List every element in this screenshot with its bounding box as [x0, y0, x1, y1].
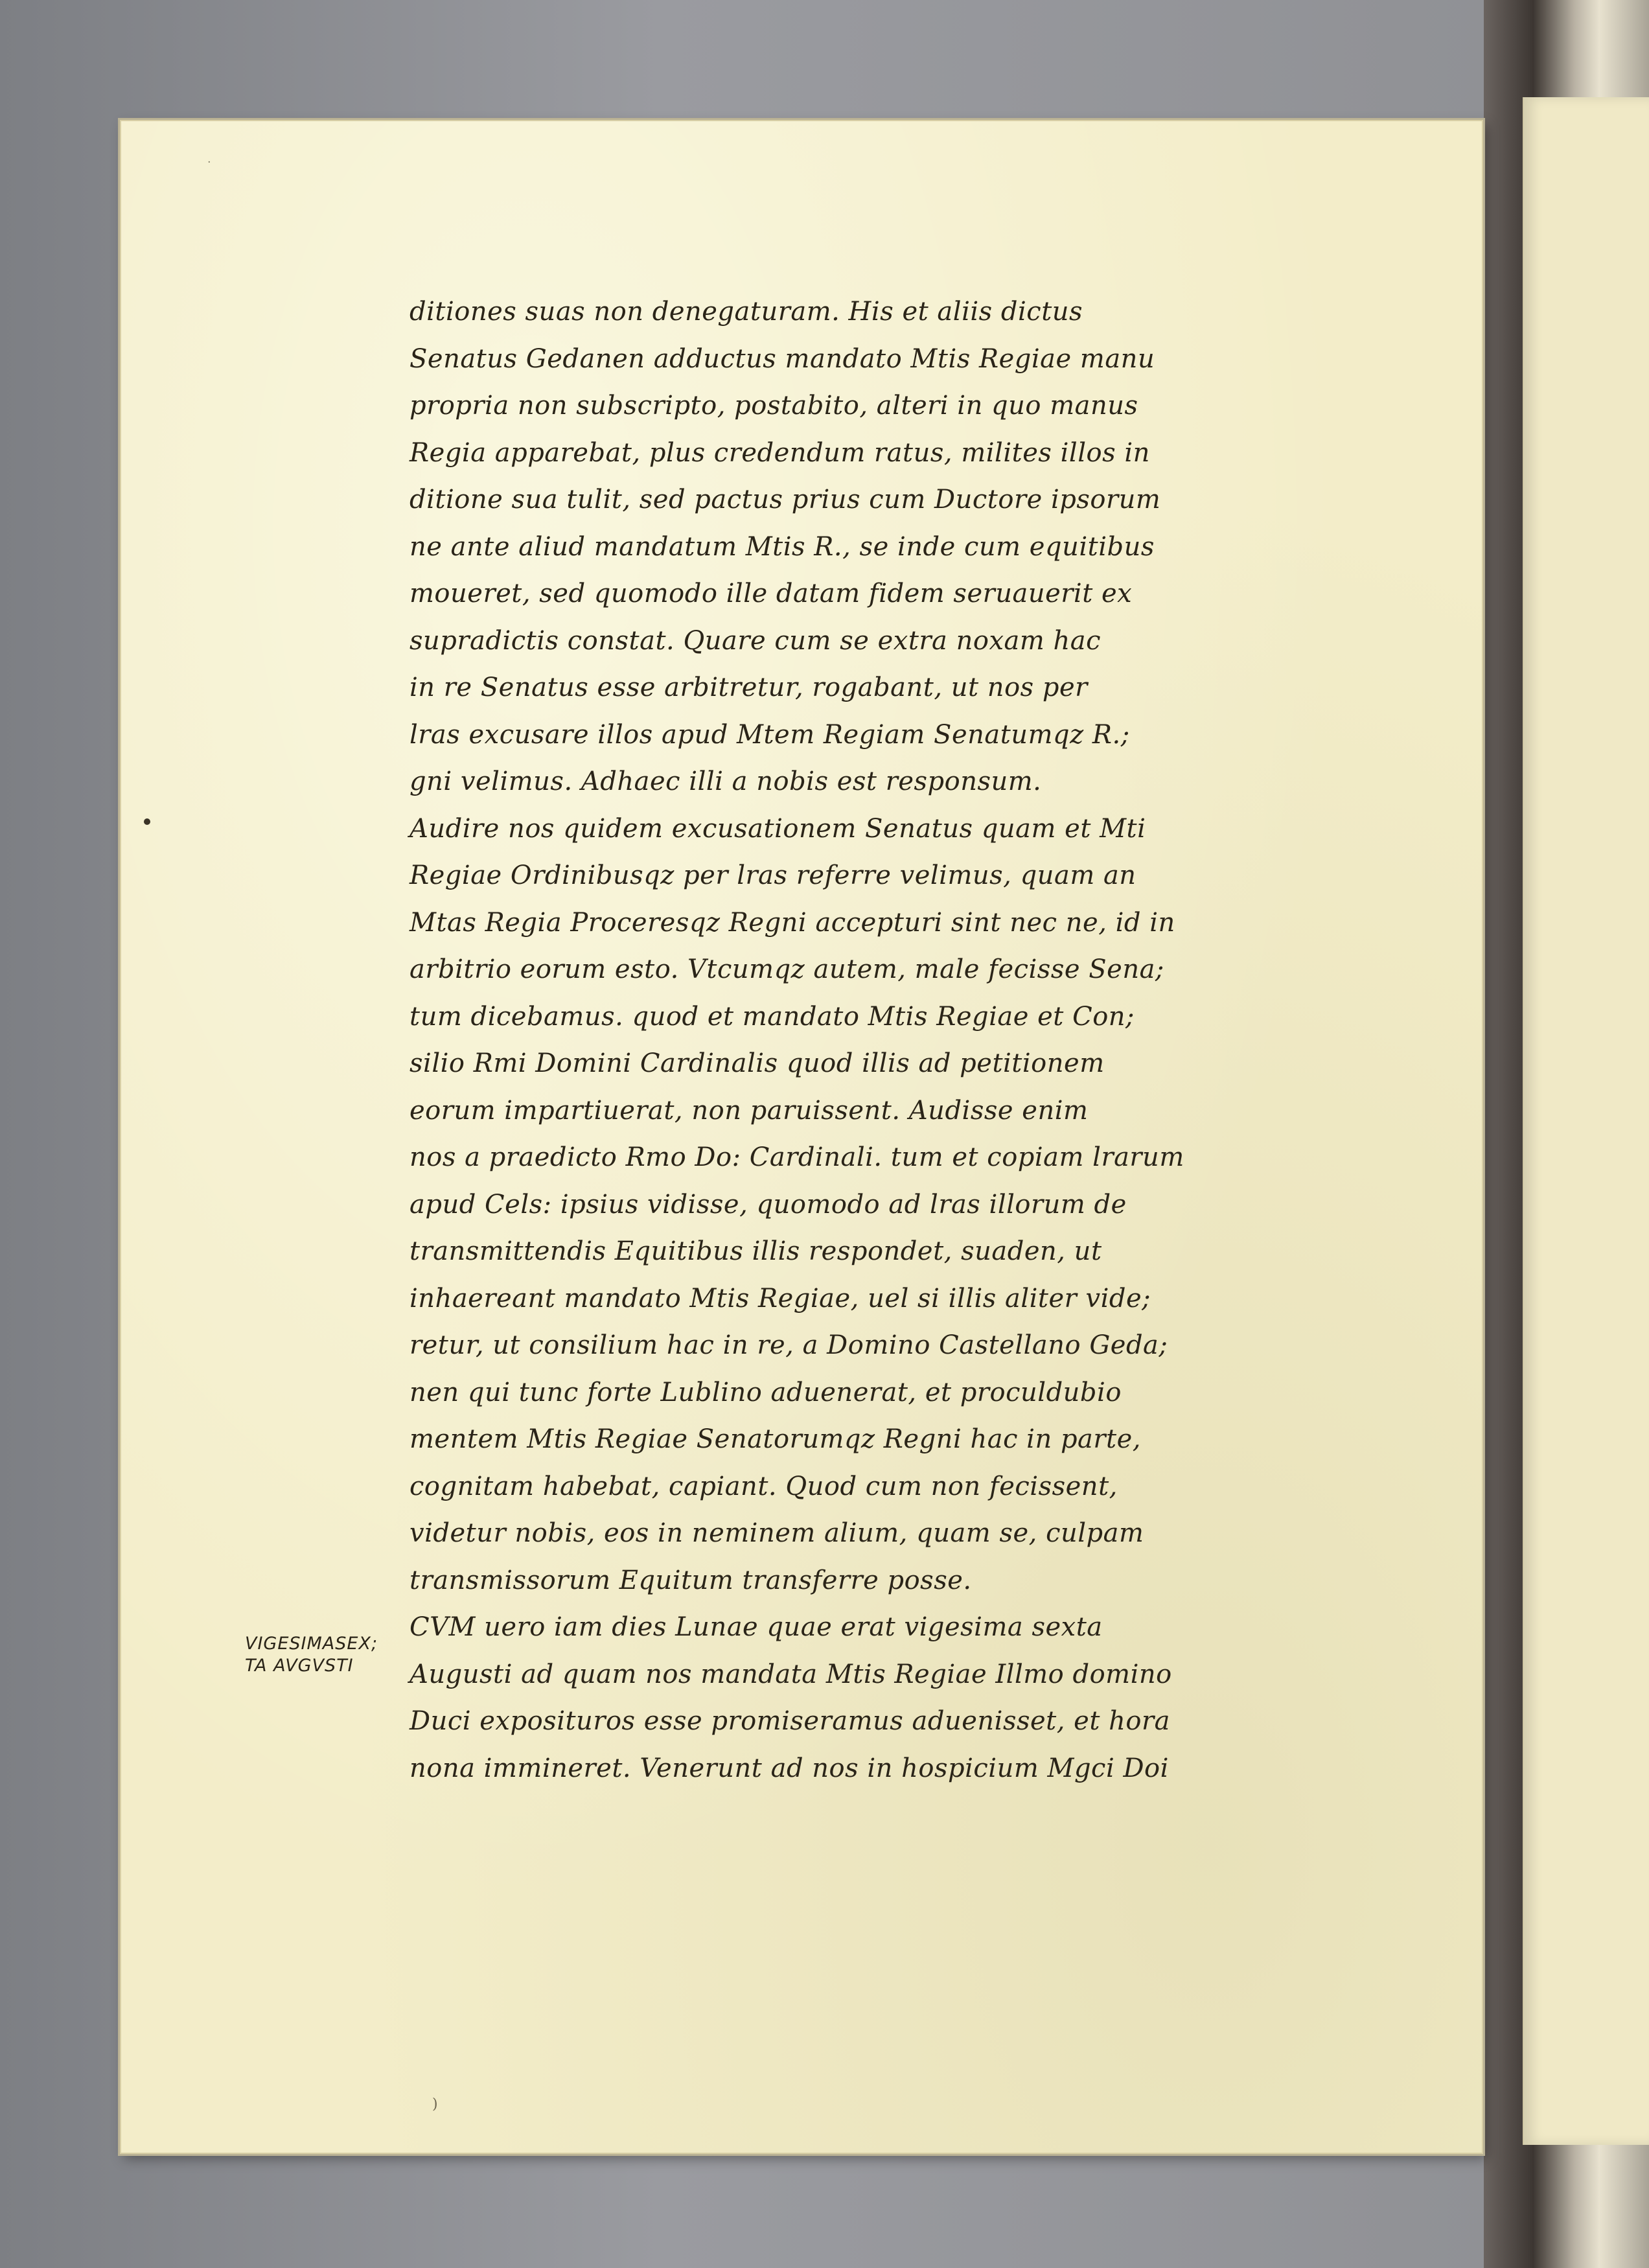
text-line: moueret, sed quomodo ille datam fidem seruauerit ex: [409, 579, 1133, 608]
text-line: ditione sua tulit, sed pactus prius cum Ductore ipsorum: [409, 485, 1161, 515]
text-line: Duci exposituros esse promiseramus aduenisset, et hora: [409, 1706, 1170, 1736]
text-line: supradictis constat. Quare cum se extra noxam hac: [409, 625, 1101, 656]
text-line: transmissorum Equitum transferre posse.: [409, 1565, 972, 1595]
text-line: Regia apparebat, plus credendum ratus, milites illos in: [409, 437, 1150, 468]
bottom-mark: ): [432, 2096, 438, 2112]
text-line: in re Senatus esse arbitretur, rogabant, ut nos per: [409, 673, 1088, 702]
text-line: Mtas Regia Proceresqz Regni accepturi sint nec ne, id in: [409, 907, 1175, 938]
text-line: transmittendis Equitibus illis respondet, suaden, ut: [409, 1236, 1102, 1266]
text-line: nen qui tunc forte Lublino aduenerat, et proculdubio: [409, 1377, 1122, 1407]
text-line: lras excusare illos apud Mtem Regiam Senatumqz R.;: [409, 719, 1130, 750]
text-line: silio Rmi Domini Cardinalis quod illis ad petitionem: [409, 1048, 1105, 1078]
text-line: ne ante aliud mandatum Mtis R., se inde cum equitibus: [409, 531, 1155, 562]
text-line: mentem Mtis Regiae Senatorumqz Regni hac in parte,: [409, 1424, 1141, 1454]
text-line: Audire nos quidem excusationem Senatus quam et Mti: [409, 813, 1146, 844]
text-line: propria non subscripto, postabito, alteri in quo manus: [409, 391, 1138, 421]
text-line: apud Cels: ipsius vidisse, quomodo ad lras illorum de: [409, 1189, 1127, 1220]
handwritten-text-block: [409, 288, 1349, 1792]
text-line: tum dicebamus. quod et mandato Mtis Regiae et Con;: [409, 1001, 1135, 1032]
facing-page-edge: [1523, 97, 1649, 2145]
text-line: inhaereant mandato Mtis Regiae, uel si illis aliter vide;: [409, 1283, 1151, 1313]
text-line: Regiae Ordinibusqz per lras referre velimus, quam an: [409, 861, 1136, 890]
text-line: arbitrio eorum esto. Vtcumqz autem, male fecisse Sena;: [409, 955, 1164, 984]
text-line: CVM uero iam dies Lunae quae erat vigesima sexta: [409, 1612, 1103, 1642]
text-line: Senatus Gedanen adductus mandato Mtis Regiae manu: [409, 343, 1155, 374]
margin-note: [245, 1633, 407, 1677]
text-line: gni velimus. Adhaec illi a nobis est responsum.: [409, 767, 1042, 796]
margin-note-line: TA AVGVSTI: [245, 1656, 354, 1676]
text-line: retur, ut consilium hac in re, a Domino Castellano Geda;: [409, 1330, 1168, 1360]
ink-dot: [144, 818, 150, 825]
text-line: Augusti ad quam nos mandata Mtis Regiae Illmo domino: [409, 1659, 1172, 1689]
text-line: nos a praedicto Rmo Do: Cardinali. tum et copiam lrarum: [409, 1142, 1184, 1172]
text-line: nona immineret. Venerunt ad nos in hospicium Mgci Doi: [409, 1753, 1169, 1783]
margin-note-line: VIGESIMASEX;: [245, 1634, 378, 1654]
pencil-mark: ·: [207, 156, 211, 169]
text-line: videtur nobis, eos in neminem alium, quam se, culpam: [409, 1518, 1144, 1548]
text-line: cognitam habebat, capiant. Quod cum non fecissent,: [409, 1471, 1118, 1501]
text-line: eorum impartiuerat, non paruissent. Audisse enim: [409, 1095, 1089, 1126]
text-line: ditiones suas non denegaturam. His et aliis dictus: [409, 297, 1083, 327]
